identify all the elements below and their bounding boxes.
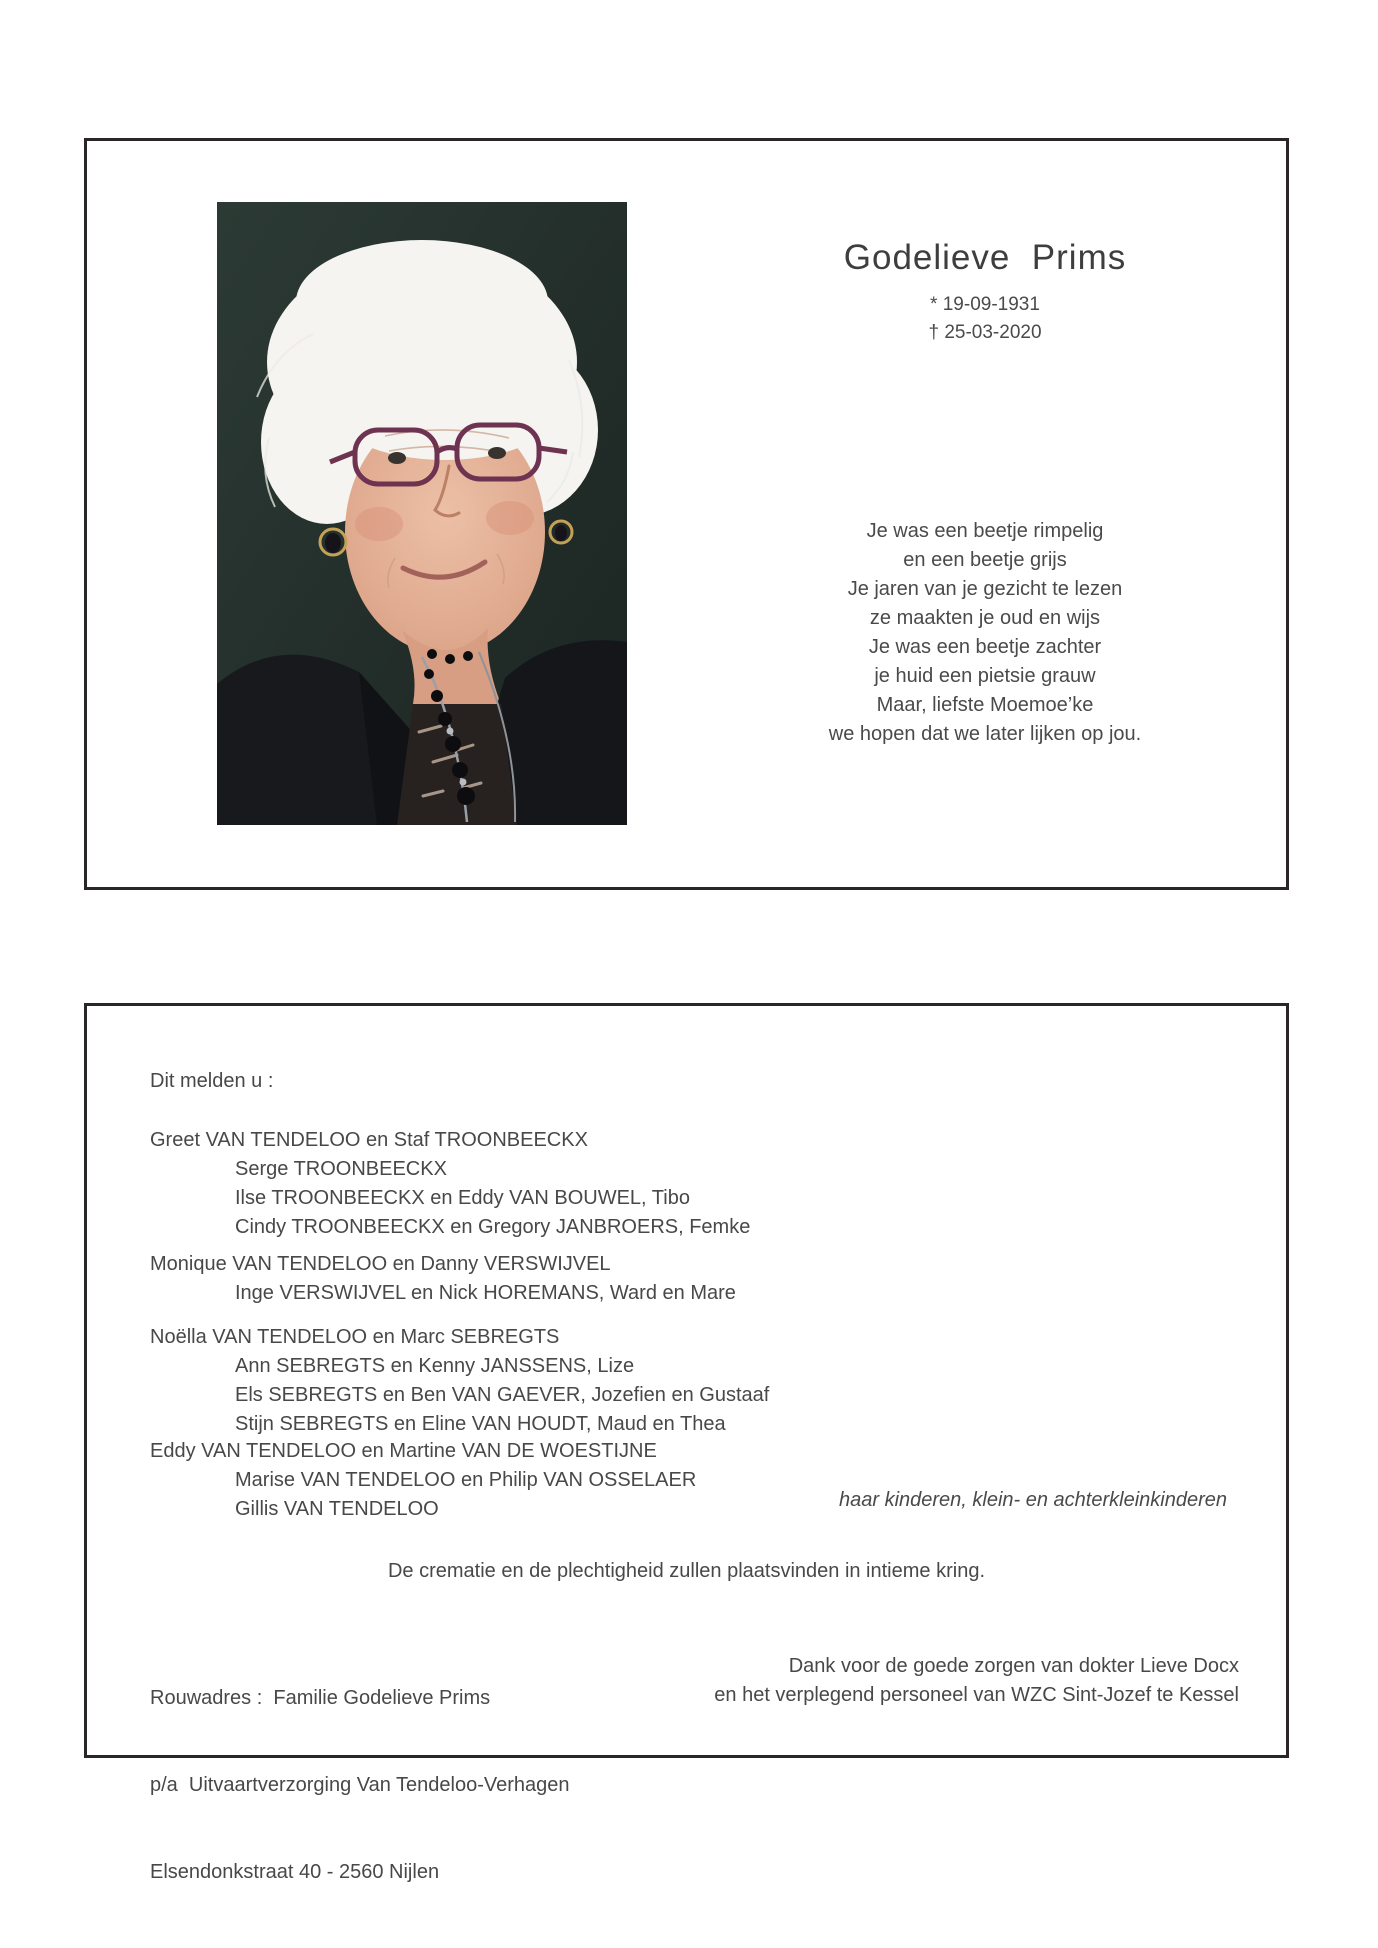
family-member: Cindy TROONBEECKX en Gregory JANBROERS, Femke (235, 1216, 751, 1238)
poem-line: Je was een beetje zachter (868, 636, 1102, 658)
ceremony-note: De crematie en de plechtigheid zullen plaatsvinden in intieme kring. (387, 1560, 985, 1582)
birth-date-value: 19-09-1931 (942, 294, 1040, 315)
thanks-line: Dank voor de goede zorgen van dokter Lieve Docx (788, 1655, 1239, 1677)
family-head: Noëlla VAN TENDELOO en Marc SEBREGTS (150, 1326, 560, 1348)
announcement-card (84, 1003, 1289, 1883)
family-group (150, 1323, 769, 1439)
memorial-card (84, 138, 1289, 890)
family-member: Els SEBREGTS en Ben VAN GAEVER, Jozefien en Gustaaf (235, 1384, 770, 1406)
poem-line: Je was een beetje rimpelig (866, 520, 1104, 542)
portrait-photo (217, 202, 627, 825)
family-member: Inge VERSWIJVEL en Nick HOREMANS, Ward en Mare (235, 1282, 736, 1304)
title-block (640, 237, 1330, 347)
death-cross-symbol: † (928, 322, 940, 343)
birth-date (640, 291, 1330, 319)
family-member: Ann SEBREGTS en Kenny JANSSENS, Lize (235, 1355, 635, 1377)
deceased-name: Godelieve Prims (843, 238, 1127, 277)
mourning-address (150, 1626, 570, 1945)
family-group (150, 1437, 696, 1524)
relation-note: haar kinderen, klein- en achterkleinkinderen (838, 1489, 1227, 1511)
family-head: Eddy VAN TENDELOO en Martine VAN DE WOESTIJNE (150, 1440, 657, 1462)
family-group (150, 1126, 750, 1242)
hairline (325, 344, 565, 460)
mourning-address-line: Elsendonkstraat 40 - 2560 Nijlen (150, 1861, 440, 1883)
family-member: Gillis VAN TENDELOO (235, 1498, 439, 1520)
family-member: Stijn SEBREGTS en Eline VAN HOUDT, Maud en Thea (235, 1413, 726, 1435)
poem-line: ze maakten je oud en wijs (869, 607, 1101, 629)
mourning-address-line: Rouwadres : Familie Godelieve Prims (150, 1687, 491, 1709)
poem-line: Je jaren van je gezicht te lezen (847, 578, 1123, 600)
poem-line: je huid een pietsie grauw (874, 665, 1096, 687)
death-date (640, 319, 1330, 347)
death-date-value: 25-03-2020 (944, 322, 1042, 343)
poem-line: we hopen dat we later lijken op jou. (828, 723, 1142, 745)
thanks-line: en het verplegend personeel van WZC Sint-Jozef te Kessel (714, 1684, 1239, 1706)
family-group (150, 1250, 736, 1308)
family-member: Marise VAN TENDELOO en Philip VAN OSSELAER (235, 1469, 697, 1491)
family-head: Greet VAN TENDELOO en Staf TROONBEECKX (150, 1129, 588, 1151)
memorial-poem (640, 517, 1330, 749)
mourning-address-line: p/a Uitvaartverzorging Van Tendeloo-Verhagen (150, 1774, 570, 1796)
thanks-note (714, 1652, 1239, 1710)
birth-star-symbol: * (930, 294, 938, 315)
family-member: Ilse TROONBEECKX en Eddy VAN BOUWEL, Tibo (235, 1187, 690, 1209)
poem-line: en een beetje grijs (903, 549, 1067, 571)
family-head: Monique VAN TENDELOO en Danny VERSWIJVEL (150, 1253, 611, 1275)
announcement-intro: Dit melden u : (150, 1070, 274, 1092)
family-member: Serge TROONBEECKX (235, 1158, 447, 1180)
poem-line: Maar, liefste Moemoe’ke (876, 694, 1094, 716)
